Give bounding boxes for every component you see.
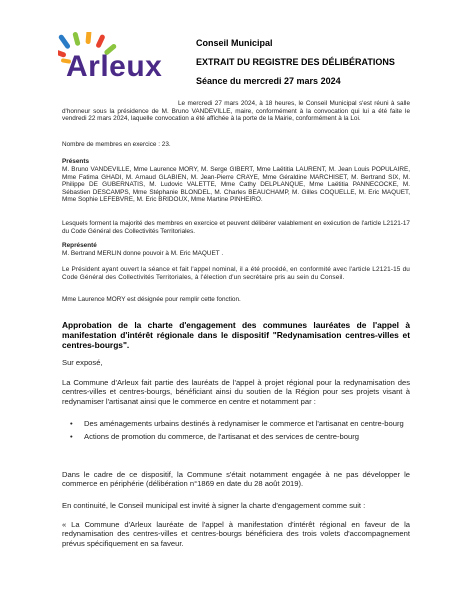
presents-note: Lesquels forment la majorité des membres en exercice et peuvent délibérer valablement en exécution de l'article L2121-17 du Code Général des Collectivités Territoriales.	[62, 220, 410, 235]
actions-list	[62, 419, 410, 442]
list-item: • Actions de promotion du commerce, de l'artisanat et des services de centre-bourg	[62, 432, 410, 441]
secretary-line: Mme Laurence MORY est désignée pour remplir cette fonction.	[62, 296, 241, 303]
presents-title: Présents	[62, 158, 89, 165]
represente-title: Représenté	[62, 242, 97, 249]
represente-text: M. Bertrand MERLIN donne pouvoir à M. Eric MAQUET .	[62, 250, 224, 257]
header-extract: EXTRAIT DU REGISTRE DES DÉLIBÉRATIONS	[196, 57, 395, 67]
header-council: Conseil Municipal	[196, 38, 273, 48]
intro-paragraph: Le mercredi 27 mars 2024, à 18 heures, le Conseil Municipal s'est réuni à salle d'honneur sous la présidence de M. Bruno VANDEVILLE, maire, conformément à la convocation qui lui a été faite le vendredi 22 mars 2024, laquelle convocation a été affichée à la porte de la Mairie, conformément à la Loi.	[62, 100, 410, 123]
logo-text: Arleux	[66, 50, 163, 83]
opening-paragraph: Le Président ayant ouvert la séance et fait l'appel nominal, il a été procédé, en conformité avec l'article L2121-15 du Code Général des Collectivités Territoriales, à l'élection d'un secrétaire pris au sein du Conseil.	[62, 266, 410, 281]
list-item: • Des aménagements urbains destinés à redynamiser le commerce et l'artisanat en centre-bourg	[62, 419, 410, 428]
presents-list: M. Bruno VANDEVILLE, Mme Laurence MORY, M. Serge GIBERT, Mme Laëtitia LAURENT, M. Jean Louis POPULAIRE, Mme Fatima GHADI, M. Arnaud GLABIEN, M. Jean-Pierre CRAYE, Mme Géraldine MARCHISET, M. Bertrand SIX, M. Philippe DE GUBERNATIS, M. Ludovic VALETTE, Mme Cathy DELPLANQUE, Mme Laëtitia PANNECOCKE, M. Sébastien DESCAMPS, Mme Stéphanie BLONDEL, M. Charles BEAUCHAMP, M. Gilles COQUELLE, M. Eric MAQUET, Mme Sophie LEFEBVRE, M. Eric BRIDOUX, Mme Martine PINHEIRO.	[62, 166, 410, 204]
section-title: Approbation de la charte d'engagement des communes lauréates de l'appel à manifestation d'intérêt régionale dans le dispositif "Redynamisation centres-villes et centres-bourgs".	[62, 320, 410, 350]
header-session: Séance du mercredi 27 mars 2024	[196, 76, 341, 86]
section-paragraph-2: Dans le cadre de ce dispositif, la Commune s'était notamment engagée à ne pas développer le commerce en périphérie (délibération n°1869 en date du 28 août 2019).	[62, 470, 410, 489]
expose-line: Sur exposé,	[62, 358, 103, 367]
section-paragraph-3: En continuité, le Conseil municipal est invité à signer la charte d'engagement comme suit :	[62, 501, 366, 510]
charter-quote: « La Commune d'Arleux lauréate de l'appel à manifestation d'intérêt régional en faveur de la redynamisation des centres-villes et centres-bourgs bénéficiera des trois volets d'accompagnement prévus spécifiquement en sa faveur.	[62, 520, 410, 548]
members-count: Nombre de membres en exercice : 23.	[62, 141, 171, 148]
section-paragraph-1: La Commune d'Arleux fait partie des lauréats de l'appel à projet régional pour la redynamisation des centres-villes et centres-bourgs, bénéficiant ainsi du soutien de la Région pour ses projets visant à redynamiser l'artisanat ainsi que le commerce en centre et notamment par :	[62, 378, 410, 406]
